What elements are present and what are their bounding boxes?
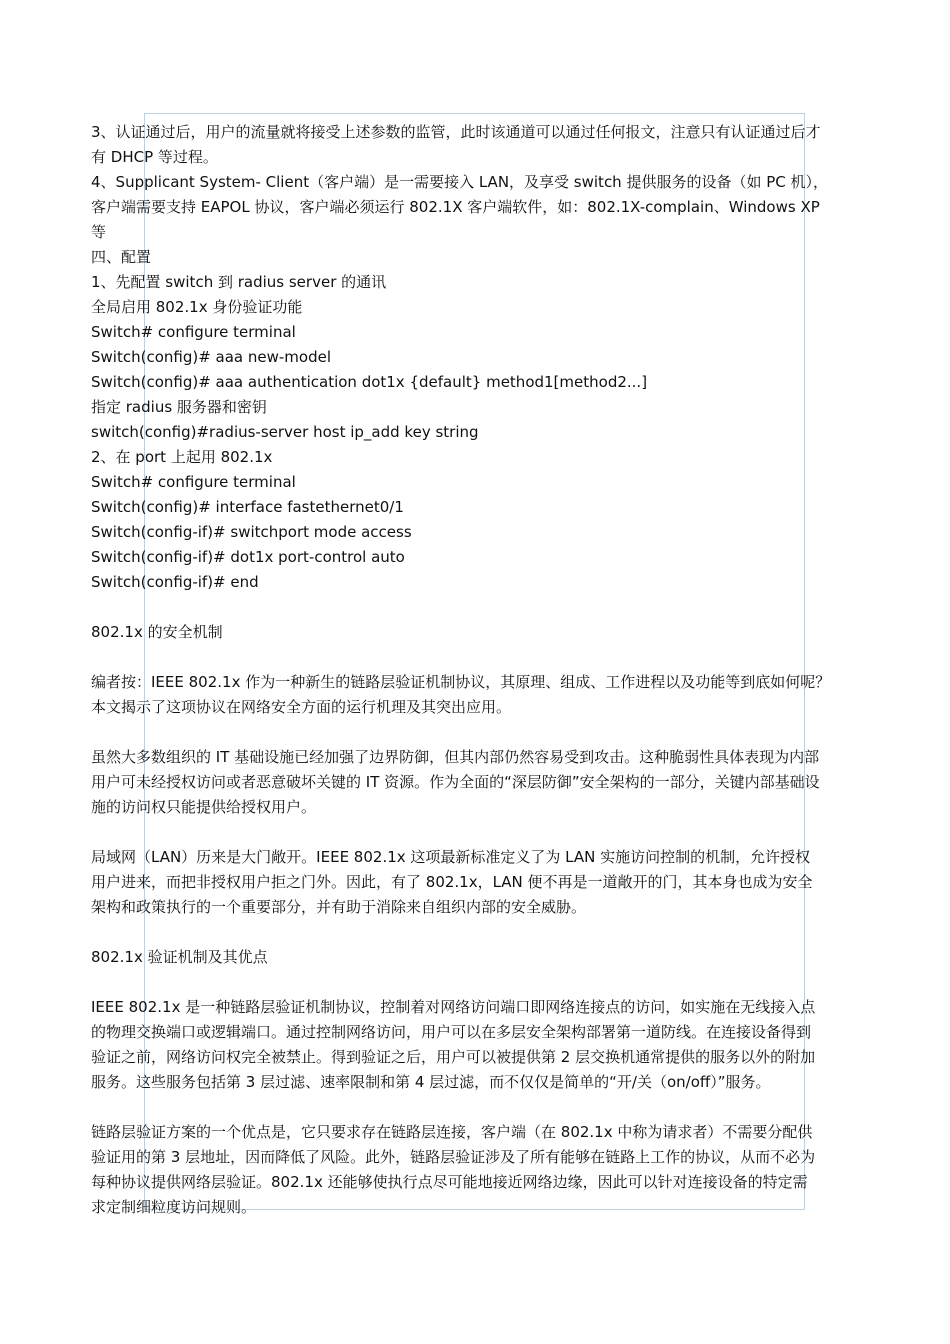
text-line: 有 DHCP 等过程。 xyxy=(91,148,218,166)
text-line: 1、先配置 switch 到 radius server 的通讯 xyxy=(91,273,387,291)
text-line: 验证用的第 3 层地址，因而降低了风险。此外，链路层验证涉及了所有能够在链路上工作的协议，从而不必为 xyxy=(91,1148,816,1166)
text-line: 链路层验证方案的一个优点是，它只要求存在链路层连接，客户端（在 802.1x 中称为请求者）不需要分配供 xyxy=(91,1123,813,1141)
text-line: 求定制细粒度访问规则。 xyxy=(91,1198,257,1216)
text-line: 架构和政策执行的一个重要部分，并有助于消除来自组织内部的安全威胁。 xyxy=(91,898,587,916)
text-line: 802.1x 验证机制及其优点 xyxy=(91,948,268,966)
text-line: 虽然大多数组织的 IT 基础设施已经加强了边界防御，但其内部仍然容易受到攻击。这种脆弱性具体表现为内部 xyxy=(91,748,820,766)
text-line: 用户进来，而把非授权用户拒之门外。因此，有了 802.1x，LAN 便不再是一道敞开的门，其本身也成为安全 xyxy=(91,873,813,891)
text-line: 全局启用 802.1x 身份验证功能 xyxy=(91,298,303,316)
text-line: 服务。这些服务包括第 3 层过滤、速率限制和第 4 层过滤，而不仅仅是简单的“开/关（on/off）”服务。 xyxy=(91,1073,771,1091)
text-line: 等 xyxy=(91,223,107,241)
text-line: Switch(config)# aaa new-model xyxy=(91,348,331,366)
text-line: Switch# configure terminal xyxy=(91,473,296,491)
text-line: Switch# configure terminal xyxy=(91,323,296,341)
text-line: 四、配置 xyxy=(91,248,152,266)
document-body xyxy=(91,120,861,1220)
text-line: 局域网（LAN）历来是大门敞开。IEEE 802.1x 这项最新标准定义了为 LAN 实施访问控制的机制，允许授权 xyxy=(91,848,811,866)
text-line: 指定 radius 服务器和密钥 xyxy=(91,398,267,416)
text-line: Switch(config-if)# switchport mode access xyxy=(91,523,412,541)
text-line: 用户可未经授权访问或者恶意破坏关键的 IT 资源。作为全面的“深层防御”安全架构的一部分，关键内部基础设 xyxy=(91,773,820,791)
text-line: Switch(config-if)# end xyxy=(91,573,259,591)
text-line: 4、Supplicant System- Client（客户端）是一需要接入 LAN，及享受 switch 提供服务的设备（如 PC 机）， xyxy=(91,173,829,191)
text-line: IEEE 802.1x 是一种链路层验证机制协议，控制着对网络访问端口即网络连接点的访问，如实施在无线接入点 xyxy=(91,998,816,1016)
text-line: Switch(config)# interface fastethernet0/1 xyxy=(91,498,404,516)
text-line: 客户端需要支持 EAPOL 协议，客户端必须运行 802.1X 客户端软件，如：802.1X-complain、Windows XP xyxy=(91,198,820,216)
text-line: 本文揭示了这项协议在网络安全方面的运行机理及其突出应用。 xyxy=(91,698,512,716)
text-line: 802.1x 的安全机制 xyxy=(91,623,223,641)
text-line: Switch(config-if)# dot1x port-control auto xyxy=(91,548,405,566)
text-line: switch(config)#radius-server host ip_add key string xyxy=(91,423,479,441)
text-line: 3、认证通过后，用户的流量就将接受上述参数的监管，此时该通道可以通过任何报文，注意只有认证通过后才 xyxy=(91,123,821,141)
text-line: 2、在 port 上起用 802.1x xyxy=(91,448,273,466)
text-line: 施的访问权只能提供给授权用户。 xyxy=(91,798,317,816)
text-line: 每种协议提供网络层验证。802.1x 还能够使执行点尽可能地接近网络边缘，因此可以针对连接设备的特定需 xyxy=(91,1173,808,1191)
text-line: Switch(config)# aaa authentication dot1x {default} method1[method2...] xyxy=(91,373,648,391)
text-line: 验证之前，网络访问权完全被禁止。得到验证之后，用户可以被提供第 2 层交换机通常提供的服务以外的附加 xyxy=(91,1048,816,1066)
text-line: 的物理交换端口或逻辑端口。通过控制网络访问，用户可以在多层安全架构部署第一道防线。在连接设备得到 xyxy=(91,1023,812,1041)
text-line: 编者按：IEEE 802.1x 作为一种新生的链路层验证机制协议，其原理、组成、工作进程以及功能等到底如何呢？ xyxy=(91,673,831,691)
